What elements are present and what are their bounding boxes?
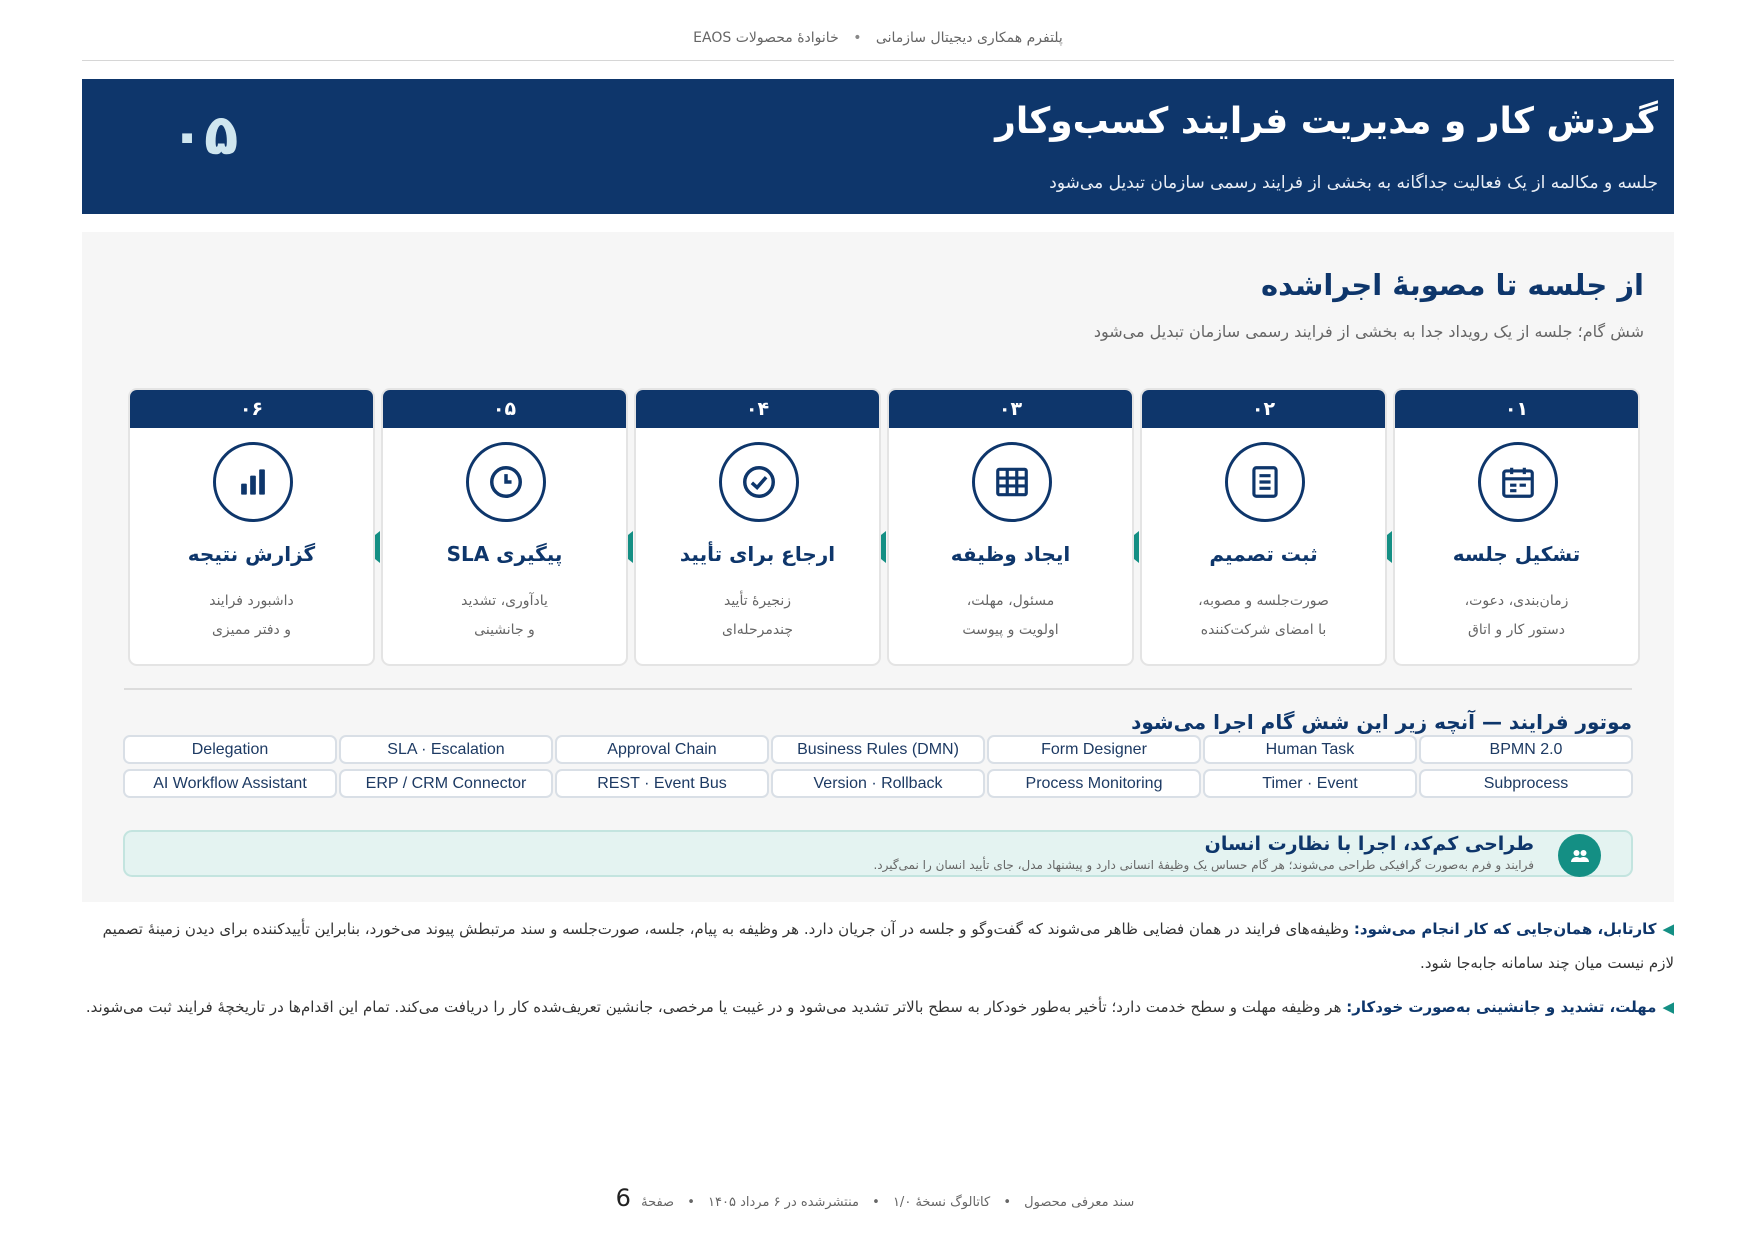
bullet-marker-icon: ◀ [1662, 920, 1674, 938]
section-divider [124, 688, 1632, 690]
feature-tag: Process Monitoring [987, 769, 1201, 798]
calendar-icon [1478, 442, 1558, 522]
step-number: ۰۶ [130, 390, 373, 428]
bullet-text: هر وظیفه مهلت و سطح خدمت دارد؛ تأخیر به‌طور خودکار به سطح بالاتر تشدید می‌شود و در غیبت یا مرخصی، جانشین تعریف‌شده کار را دریافت می‌کند. تمام این اقدام‌ها در تاریخچهٔ فرایند ثبت می‌شوند. [85, 998, 1347, 1016]
feature-tag: Subprocess [1419, 769, 1633, 798]
step-title: تشکیل جلسه [1452, 542, 1581, 566]
bullet-marker-icon: ◀ [1662, 998, 1674, 1016]
page-footer [0, 1184, 1750, 1212]
page-number: 6 [615, 1184, 631, 1212]
step-card [381, 388, 628, 666]
step-card [1140, 388, 1387, 666]
chapter-banner [82, 79, 1674, 214]
step-desc-line1: یادآوری، تشدید [461, 593, 548, 609]
people-icon [1558, 834, 1601, 877]
step-desc-line2: و جانشینی [474, 622, 535, 638]
running-header [82, 30, 1674, 61]
step-number: ۰۲ [1142, 390, 1385, 428]
clock-icon [466, 442, 546, 522]
feature-tag: AI Workflow Assistant [123, 769, 337, 798]
step-desc-line2: اولویت و پیوست [962, 622, 1059, 638]
feature-tag: SLA · Escalation [339, 735, 553, 764]
step-desc-line2: چندمرحله‌ای [721, 622, 794, 638]
feature-tag: Version · Rollback [771, 769, 985, 798]
chapter-number: ۰۵ [170, 103, 239, 168]
footer-separator: • [1003, 1195, 1012, 1210]
body-bullets [82, 912, 1674, 1034]
feature-tag: Form Designer [987, 735, 1201, 764]
bar-chart-icon [213, 442, 293, 522]
step-desc-line2: دستور کار و اتاق [1468, 622, 1565, 638]
step-desc-line1: مسئول، مهلت، [966, 593, 1055, 609]
process-panel [82, 232, 1674, 902]
feature-tag: ERP / CRM Connector [339, 769, 553, 798]
step-title: ثبت تصمیم [1209, 542, 1318, 566]
step-number: ۰۵ [383, 390, 626, 428]
feature-tag: REST · Event Bus [555, 769, 769, 798]
bullet-item [82, 990, 1674, 1024]
step-desc-line1: صورت‌جلسه و مصوبه، [1198, 593, 1329, 609]
feature-tag: Approval Chain [555, 735, 769, 764]
step-desc-line2: و دفتر ممیزی [211, 622, 292, 638]
feature-tag: Human Task [1203, 735, 1417, 764]
step-title: پیگیری SLA [446, 542, 563, 566]
step-desc-line2: با امضای شرکت‌کننده [1200, 622, 1327, 638]
engine-title: موتور فرایند — آنچه زیر این شش گام اجرا می‌شود [1131, 710, 1632, 734]
step-number: ۰۴ [636, 390, 879, 428]
step-number: ۰۳ [889, 390, 1132, 428]
step-card [128, 388, 375, 666]
low-code-note [123, 830, 1633, 877]
header-family: خانوادهٔ محصولات EAOS [693, 30, 839, 46]
grid-icon [972, 442, 1052, 522]
chapter-title: گردش کار و مدیریت فرایند کسب‌وکار [995, 101, 1658, 142]
step-title: ایجاد وظیفه [950, 542, 1071, 566]
footer-doc: سند معرفی محصول [1024, 1195, 1135, 1210]
feature-tag: Timer · Event [1203, 769, 1417, 798]
feature-tag: Delegation [123, 735, 337, 764]
steps-row [116, 388, 1640, 666]
engine-tags [123, 733, 1633, 799]
footer-catalog: کاتالوگ نسخهٔ ۱/۰ [892, 1195, 991, 1210]
note-text: فرایند و فرم به‌صورت گرافیکی طراحی می‌شوند؛ هر گام حساس یک وظیفهٔ انسانی دارد و پیشنهاد مدل، جای تأیید انسان را نمی‌گیرد. [873, 858, 1534, 872]
bullet-item [82, 912, 1674, 980]
header-separator: • [853, 30, 862, 46]
step-title: گزارش نتیجه [187, 542, 316, 566]
footer-page-label: صفحهٔ [641, 1195, 675, 1210]
footer-separator: • [872, 1195, 880, 1210]
check-circle-icon [719, 442, 799, 522]
bullet-heading: کارتابل، همان‌جایی که کار انجام می‌شود: [1353, 920, 1657, 938]
step-title: ارجاع برای تأیید [679, 542, 836, 566]
feature-tag: Business Rules (DMN) [771, 735, 985, 764]
step-number: ۰۱ [1395, 390, 1638, 428]
document-icon [1225, 442, 1305, 522]
note-title: طراحی کم‌کد، اجرا با نظارت انسان [1204, 833, 1534, 855]
feature-tag: BPMN 2.0 [1419, 735, 1633, 764]
step-card [1393, 388, 1640, 666]
section-title: از جلسه تا مصوبهٔ اجراشده [1260, 268, 1644, 302]
step-card [887, 388, 1134, 666]
footer-separator: • [687, 1195, 695, 1210]
step-desc-line1: داشبورد فرایند [209, 593, 294, 609]
step-card [634, 388, 881, 666]
footer-published: منتشرشده در ۶ مرداد ۱۴۰۵ [708, 1195, 859, 1210]
step-desc-line1: زنجیرهٔ تأیید [723, 593, 792, 609]
bullet-text: وظیفه‌های فرایند در همان فضایی ظاهر می‌شوند که گفت‌وگو و جلسه در آن جریان دارد. هر وظیفه به پیام، جلسه، صورت‌جلسه و سند مرتبطش پیوند می‌خورد، بنابراین تأییدکننده برای دیدن زمینهٔ تصمیم لازم نیست میان چند سامانه جابه‌جا شود. [102, 920, 1674, 972]
header-platform: پلتفرم همکاری دیجیتال سازمانی [875, 30, 1063, 46]
section-subtitle: شش گام؛ جلسه از یک رویداد جدا به بخشی از فرایند رسمی سازمان تبدیل می‌شود [1093, 322, 1644, 341]
chapter-subtitle: جلسه و مکالمه از یک فعالیت جداگانه به بخشی از فرایند رسمی سازمان تبدیل می‌شود [1049, 173, 1658, 193]
bullet-heading: مهلت، تشدید و جانشینی به‌صورت خودکار: [1346, 998, 1657, 1016]
step-desc-line1: زمان‌بندی، دعوت، [1464, 593, 1569, 609]
